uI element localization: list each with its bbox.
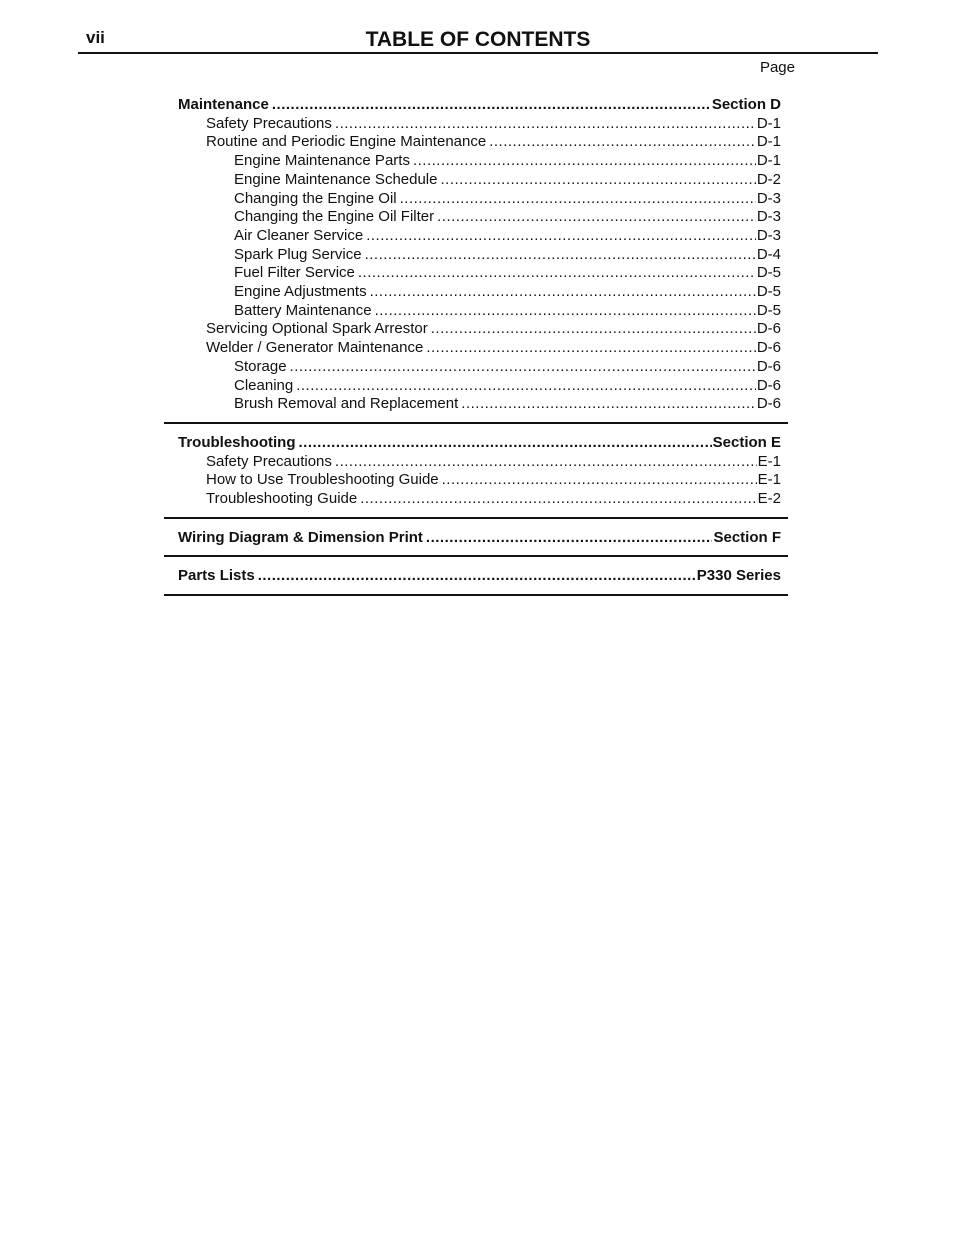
- toc-entry-troubleshooting-guide[interactable]: [178, 490, 781, 509]
- toc-entry-changing-engine-oil[interactable]: [178, 190, 781, 209]
- toc-entry-page: D-1: [756, 152, 781, 170]
- section-divider: [164, 422, 788, 424]
- toc-entry-page: D-3: [756, 208, 781, 226]
- dot-leader: [258, 567, 696, 586]
- title-rule: [78, 52, 878, 54]
- toc-entry-label: Troubleshooting Guide: [206, 490, 358, 508]
- dot-leader: [413, 152, 756, 171]
- toc-entry-engine-adjustments[interactable]: [178, 283, 781, 302]
- dot-leader: [426, 339, 755, 358]
- toc-entry-spark-plug-service[interactable]: [178, 246, 781, 265]
- dot-leader: [366, 227, 756, 246]
- toc-entry-label: Maintenance: [178, 96, 269, 113]
- dot-leader: [431, 320, 756, 339]
- toc-entry-label: Fuel Filter Service: [234, 264, 355, 282]
- section-divider: [164, 517, 788, 519]
- page-column-label: Page: [759, 59, 795, 76]
- toc-entry-label: Troubleshooting: [178, 433, 296, 451]
- toc-entry-page: D-3: [756, 226, 781, 244]
- dot-leader: [440, 171, 755, 190]
- toc-entry-safety-precautions[interactable]: [178, 453, 781, 472]
- toc-section-maintenance: [164, 96, 788, 424]
- toc-entry-label: Engine Maintenance Schedule: [234, 170, 438, 188]
- toc-entry-page: D-6: [756, 357, 781, 375]
- dot-leader: [290, 358, 756, 377]
- toc-entry-label: Safety Precautions: [206, 452, 332, 470]
- toc-entry-welder-generator-maintenance[interactable]: [178, 339, 781, 358]
- toc-entry-fuel-filter-service[interactable]: [178, 264, 781, 283]
- toc-entry-page: D-6: [756, 320, 781, 338]
- toc-entry-page: D-2: [756, 170, 781, 188]
- toc-entry-air-cleaner-service[interactable]: [178, 227, 781, 246]
- toc-entry-label: Engine Maintenance Parts: [234, 152, 410, 170]
- toc-entry-label: How to Use Troubleshooting Guide: [206, 471, 439, 489]
- dot-leader: [360, 490, 756, 509]
- toc-entry-routine-periodic-maintenance[interactable]: [178, 133, 781, 152]
- table-of-contents: [164, 96, 788, 596]
- toc-entry-label: Storage: [234, 357, 287, 375]
- toc-entry-safety-precautions[interactable]: [178, 115, 781, 134]
- toc-entry-page: D-4: [756, 245, 781, 263]
- dot-leader: [365, 246, 756, 265]
- toc-entry-engine-maintenance-parts[interactable]: [178, 152, 781, 171]
- toc-entry-label: Wiring Diagram & Dimension Print: [178, 528, 423, 546]
- dot-leader: [442, 471, 757, 490]
- toc-entry-troubleshooting[interactable]: [178, 434, 781, 453]
- dot-leader: [400, 190, 756, 209]
- toc-entry-page: D-6: [756, 376, 781, 394]
- toc-entry-page: Section D: [711, 96, 781, 113]
- toc-entry-label: Welder / Generator Maintenance: [206, 339, 424, 357]
- dot-leader: [437, 208, 756, 227]
- toc-entry-page: D-1: [756, 133, 781, 151]
- toc-entry-label: Servicing Optional Spark Arrestor: [206, 320, 428, 338]
- toc-entry-engine-maintenance-schedule[interactable]: [178, 171, 781, 190]
- dot-leader: [461, 395, 756, 414]
- toc-entry-parts-lists[interactable]: [178, 567, 781, 586]
- section-divider: [164, 594, 788, 596]
- toc-entry-changing-engine-oil-filter[interactable]: [178, 208, 781, 227]
- toc-entry-page: P330 Series: [696, 567, 781, 585]
- dot-leader: [272, 96, 711, 115]
- toc-entry-page: D-5: [756, 301, 781, 319]
- toc-entry-label: Changing the Engine Oil Filter: [234, 208, 435, 226]
- page-title: TABLE OF CONTENTS: [365, 28, 591, 51]
- toc-section-wiring-diagram: [164, 529, 788, 558]
- dot-leader: [358, 264, 756, 283]
- toc-entry-battery-maintenance[interactable]: [178, 302, 781, 321]
- toc-entry-page: D-6: [756, 339, 781, 357]
- toc-entry-page: D-3: [756, 189, 781, 207]
- toc-entry-brush-removal[interactable]: [178, 395, 781, 414]
- toc-entry-label: Brush Removal and Replacement: [234, 395, 459, 413]
- dot-leader: [370, 283, 756, 302]
- toc-entry-cleaning[interactable]: [178, 377, 781, 396]
- toc-entry-label: Cleaning: [234, 376, 294, 394]
- toc-entry-page: D-1: [756, 114, 781, 132]
- toc-entry-page: Section F: [713, 528, 781, 546]
- dot-leader: [426, 529, 713, 548]
- toc-entry-label: Parts Lists: [178, 567, 255, 585]
- toc-entry-page: E-2: [757, 490, 781, 508]
- toc-entry-page: Section E: [712, 433, 781, 451]
- section-divider: [164, 555, 788, 557]
- toc-entry-label: Safety Precautions: [206, 114, 332, 132]
- toc-entry-storage[interactable]: [178, 358, 781, 377]
- toc-entry-label: Battery Maintenance: [234, 301, 372, 319]
- toc-entry-label: Spark Plug Service: [234, 245, 362, 263]
- dot-leader: [335, 115, 756, 134]
- toc-entry-label: Routine and Periodic Engine Maintenance: [206, 133, 487, 151]
- dot-leader: [335, 453, 757, 472]
- page-number: vii: [86, 28, 105, 47]
- toc-entry-label: Changing the Engine Oil: [234, 189, 397, 207]
- dot-leader: [299, 434, 712, 453]
- toc-entry-wiring-diagram[interactable]: [178, 529, 781, 548]
- toc-entry-label: Air Cleaner Service: [234, 226, 364, 244]
- toc-entry-page: D-5: [756, 264, 781, 282]
- dot-leader: [375, 302, 756, 321]
- toc-entry-page: D-5: [756, 283, 781, 301]
- toc-entry-page: E-1: [757, 471, 781, 489]
- toc-entry-how-to-use-guide[interactable]: [178, 471, 781, 490]
- dot-leader: [489, 133, 756, 152]
- dot-leader: [296, 377, 756, 396]
- toc-entry-spark-arrestor[interactable]: [178, 320, 781, 339]
- toc-entry-label: Engine Adjustments: [234, 283, 367, 301]
- toc-entry-page: D-6: [756, 395, 781, 413]
- toc-entry-page: E-1: [757, 452, 781, 470]
- toc-section-troubleshooting: [164, 434, 788, 519]
- toc-section-parts-lists: [164, 567, 788, 596]
- toc-entry-maintenance[interactable]: [178, 96, 781, 115]
